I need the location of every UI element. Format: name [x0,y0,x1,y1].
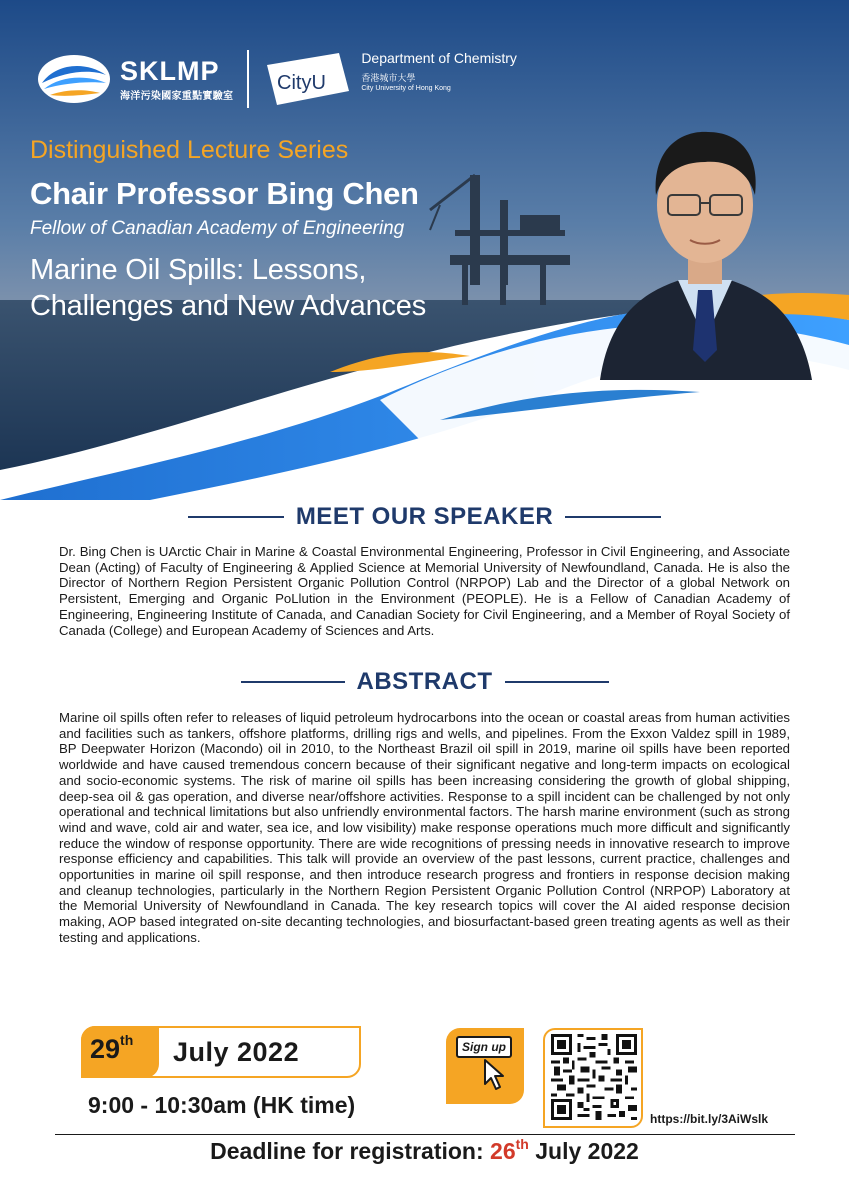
logo-divider [247,50,249,108]
department-name: Department of Chemistry [361,50,517,66]
header-banner [0,0,849,500]
cityu-logo [263,51,355,107]
speaker-fellowship: Fellow of Canadian Academy of Engineering [30,218,405,239]
bottom-divider [55,1134,795,1135]
registration-url[interactable]: https://bit.ly/3AiWslk [650,1112,769,1126]
abstract-section-heading [0,668,849,696]
cityu-english-name: City University of Hong Kong [361,85,451,92]
lecture-series: Distinguished Lecture Series [30,136,349,164]
heading-rule-right [565,516,661,518]
event-day-number: 29 [90,1034,121,1064]
speaker-portrait [590,100,820,380]
signup-label: Sign up [456,1036,512,1058]
event-day-suffix: th [120,1032,134,1048]
cityu-logo-text: CityU [277,72,327,94]
talk-title [30,252,426,324]
deadline-date [490,1138,529,1164]
speaker-heading-label: MEET OUR SPEAKER [295,503,554,530]
speaker-bio: Dr. Bing Chen is UArctic Chair in Marine & Coastal Environmental Engineering, Professor in Civil Engineering, and Associate Dean (Acting) of Faculty of Engineering & Applied Science at Memorial University of Newfoundland, Canada. He is also the Director of Northern Region Persistent Organic Pollution Control (NRPOP) Lab and the Director of a global Network on Persistent, Emerging and Organic PoLlution in the Environment (PEOPLE). He is a Fellow of Canadian Academy of Engineering, Engineering Institute of Canada, and Canadian Society for Civil Engineering, and a Member of Royal Society of Canada (College) and European Academy of Sciences and Arts. [59,544,790,638]
abstract-text: Marine oil spills often refer to releases of liquid petroleum hydrocarbons into the ocean or coastal areas from human activities and facilities such as tankers, offshore platforms, drilling rigs and wells, and pipelines. From the Exxon Valdez spill in 1989, BP Deepwater Horizon (Macondo) oil in 2010, to the Northeast Brazil oil spill in 2019, marine oil spills have been reported worldwide and have caused tremendous concern because of their significant negative and long-term impacts on ecological and socio-economic systems. The risk of marine oil spills has been increasing considering the growth of global shipping, deep-sea oil & gas operation, and diverse near/offshore activities. Response to a spill incident can be challenged by not only operational and technical limitations but also unfriendly environmental factors. The harsh marine environment (such as strong wind and wave, cold air and water, sea ice, and low visibility) make response operations much more difficult and significantly reduce the window of response opportunity. There are wide recognitions of pressing needs in innovative research to improve response efficiency and capabilities. This talk will provide an overview of the past lessons, current practice, challenges and opportunities in marine oil spill response, and then introduce research progress and frontiers in response decision making and cleanup technologies, particularly in the Northern Region Persistent Organic Pollution Control (NRPOP) Laboratory at the Memorial University of Newfoundland in Canada. The key research topics will cover the AI aided response decision making, AOP based integrated on-site decanting technologies, and biosurfactant-based green treating agents as well as their testing and applications. [59,710,790,945]
logo-group [36,44,517,114]
sklmp-logo-icon [36,53,112,105]
event-date [81,1026,361,1078]
cityu-chinese-name: 香港城市大學 [361,73,416,83]
deadline-day: 26 [490,1138,516,1164]
abstract-heading-label: ABSTRACT [356,668,493,695]
event-day [90,1034,133,1065]
deadline-day-suffix: th [515,1136,529,1152]
speaker-name: Chair Professor Bing Chen [30,176,419,211]
qr-code[interactable] [551,1034,637,1120]
registration-deadline [0,1138,849,1165]
heading-rule-right [505,681,609,683]
signup-button[interactable] [446,1028,524,1104]
deadline-label: Deadline for registration: [210,1138,484,1164]
cursor-icon [482,1058,508,1092]
event-month-year: July 2022 [173,1037,300,1067]
talk-title-line-1: Marine Oil Spills: Lessons, [30,254,367,286]
speaker-section-heading [0,503,849,531]
sklmp-name: SKLMP [120,55,220,86]
deadline-month-year: July 2022 [535,1138,639,1164]
heading-rule-left [241,681,345,683]
heading-rule-left [188,516,284,518]
event-time: 9:00 - 10:30am (HK time) [88,1092,356,1118]
talk-title-line-2: Challenges and New Advances [30,290,427,322]
sklmp-chinese-name: 海洋污染國家重點實驗室 [120,90,234,102]
